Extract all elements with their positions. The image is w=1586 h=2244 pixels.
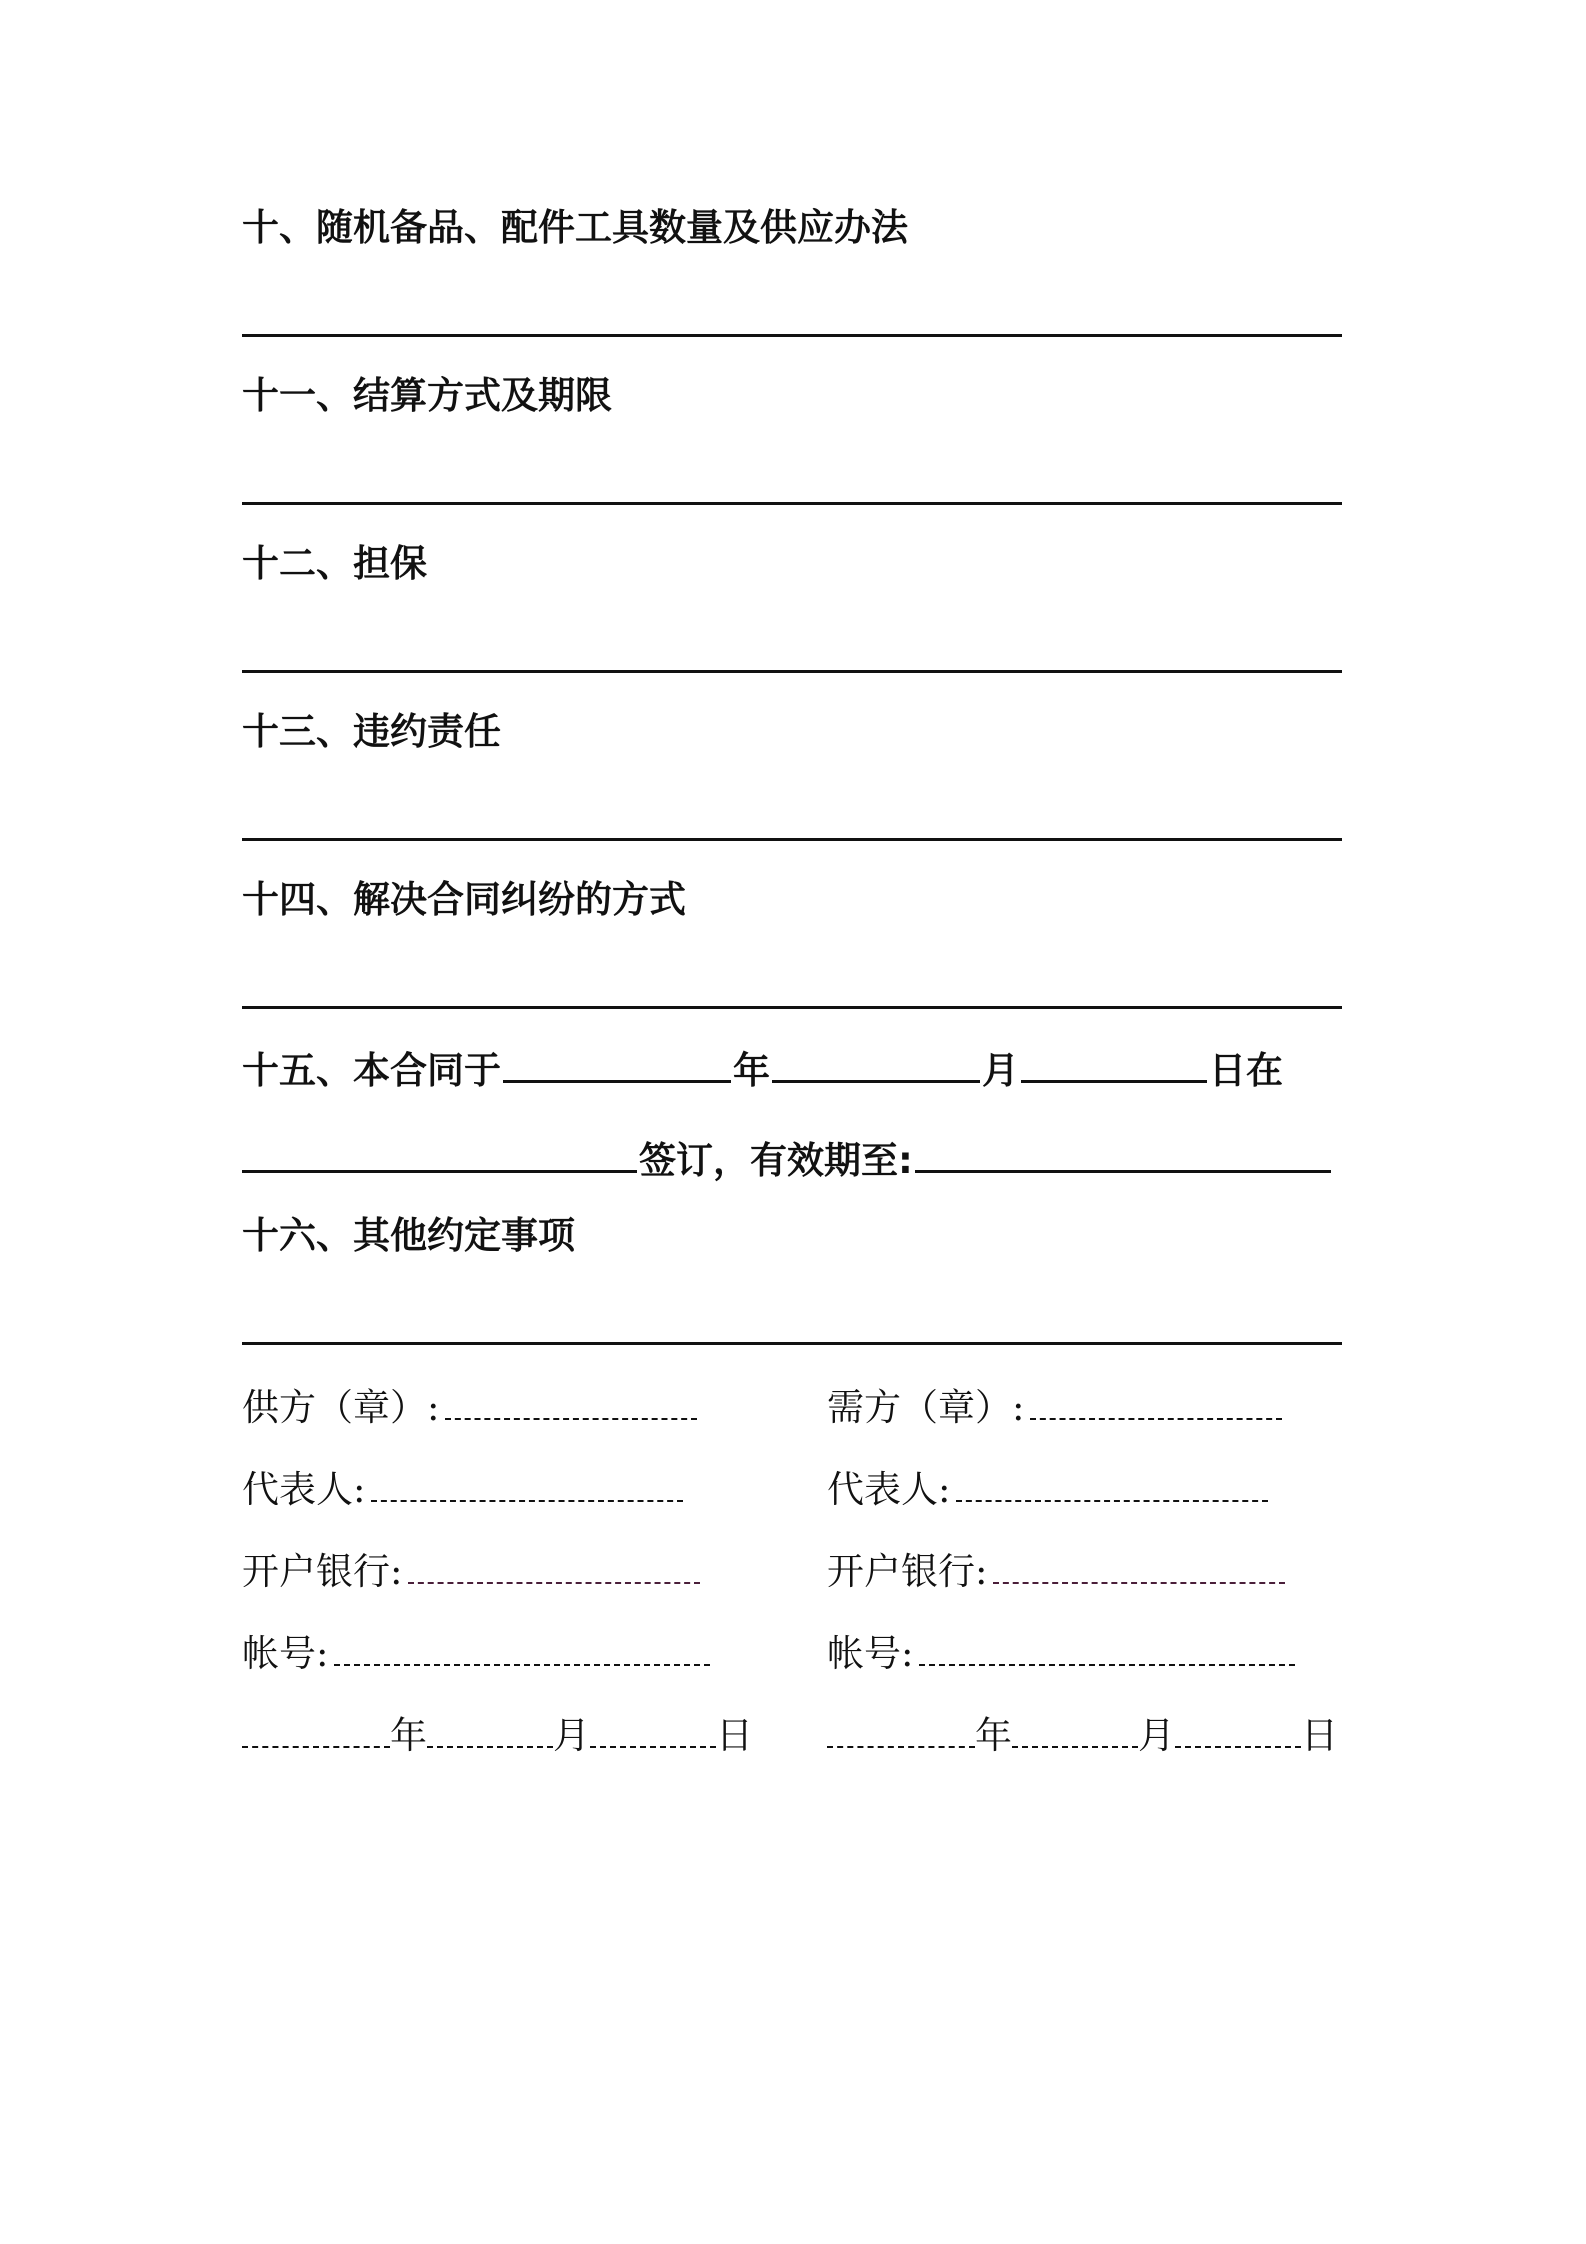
buyer-bank-row (827, 1548, 1285, 1596)
supplier-day-label: 日 (716, 1714, 753, 1757)
buyer-day-blank[interactable] (1175, 1714, 1301, 1748)
buyer-seal-row (827, 1384, 1282, 1432)
supplier-rep-label: 代表人: (242, 1468, 366, 1511)
section-15-valid-until-blank[interactable] (915, 1134, 1331, 1173)
supplier-account-label: 帐号: (242, 1632, 329, 1675)
section-15-year-label: 年 (733, 1049, 770, 1092)
supplier-rep-row (242, 1466, 683, 1514)
buyer-day-label: 日 (1301, 1714, 1338, 1757)
section-15-day-blank[interactable] (1021, 1044, 1207, 1083)
supplier-day-blank[interactable] (590, 1714, 716, 1748)
buyer-seal-blank[interactable] (1030, 1386, 1282, 1420)
buyer-account-row (827, 1630, 1295, 1678)
buyer-account-blank[interactable] (919, 1632, 1295, 1666)
buyer-month-blank[interactable] (1012, 1714, 1138, 1748)
section-15-month-label: 月 (982, 1049, 1019, 1092)
section-13-fill-line[interactable] (242, 838, 1342, 841)
supplier-month-label: 月 (553, 1714, 590, 1757)
section-16-fill-line[interactable] (242, 1342, 1342, 1345)
supplier-rep-blank[interactable] (371, 1468, 683, 1502)
supplier-bank-row (242, 1548, 700, 1596)
supplier-year-blank[interactable] (242, 1714, 390, 1748)
supplier-bank-label: 开户银行: (242, 1550, 403, 1593)
supplier-seal-label: 供方（章）: (242, 1386, 440, 1429)
buyer-account-label: 帐号: (827, 1632, 914, 1675)
section-16-heading: 十六、其他约定事项 (242, 1214, 575, 1257)
supplier-seal-blank[interactable] (445, 1386, 697, 1420)
section-13-heading: 十三、违约责任 (242, 710, 501, 753)
supplier-date-row (242, 1712, 753, 1760)
section-12-fill-line[interactable] (242, 670, 1342, 673)
supplier-seal-row (242, 1384, 697, 1432)
buyer-rep-row (827, 1466, 1268, 1514)
section-15-day-at-label: 日在 (1209, 1049, 1283, 1092)
buyer-rep-blank[interactable] (956, 1468, 1268, 1502)
section-10-heading: 十、随机备品、配件工具数量及供应办法 (242, 206, 908, 249)
supplier-account-row (242, 1630, 710, 1678)
section-15-month-blank[interactable] (772, 1044, 980, 1083)
buyer-bank-label: 开户银行: (827, 1550, 988, 1593)
section-10-fill-line[interactable] (242, 334, 1342, 337)
buyer-month-label: 月 (1138, 1714, 1175, 1757)
buyer-date-row (827, 1712, 1338, 1760)
section-11-fill-line[interactable] (242, 502, 1342, 505)
buyer-year-blank[interactable] (827, 1714, 975, 1748)
buyer-rep-label: 代表人: (827, 1468, 951, 1511)
section-15-signed-label: 签订，有效期至: (639, 1139, 913, 1182)
supplier-bank-blank[interactable] (408, 1550, 700, 1584)
supplier-year-label: 年 (390, 1714, 427, 1757)
supplier-account-blank[interactable] (334, 1632, 710, 1666)
section-14-heading: 十四、解决合同纠纷的方式 (242, 878, 686, 921)
section-12-heading: 十二、担保 (242, 542, 427, 585)
section-14-fill-line[interactable] (242, 1006, 1342, 1009)
section-15-place-blank[interactable] (242, 1134, 637, 1173)
buyer-year-label: 年 (975, 1714, 1012, 1757)
section-15-date-line (242, 1044, 1283, 1095)
buyer-seal-label: 需方（章）: (827, 1386, 1025, 1429)
section-15-signing-line (242, 1134, 1333, 1185)
section-11-heading: 十一、结算方式及期限 (242, 374, 612, 417)
section-15-prefix: 十五、本合同于 (242, 1049, 501, 1092)
supplier-month-blank[interactable] (427, 1714, 553, 1748)
buyer-bank-blank[interactable] (993, 1550, 1285, 1584)
section-15-year-blank[interactable] (503, 1044, 731, 1083)
